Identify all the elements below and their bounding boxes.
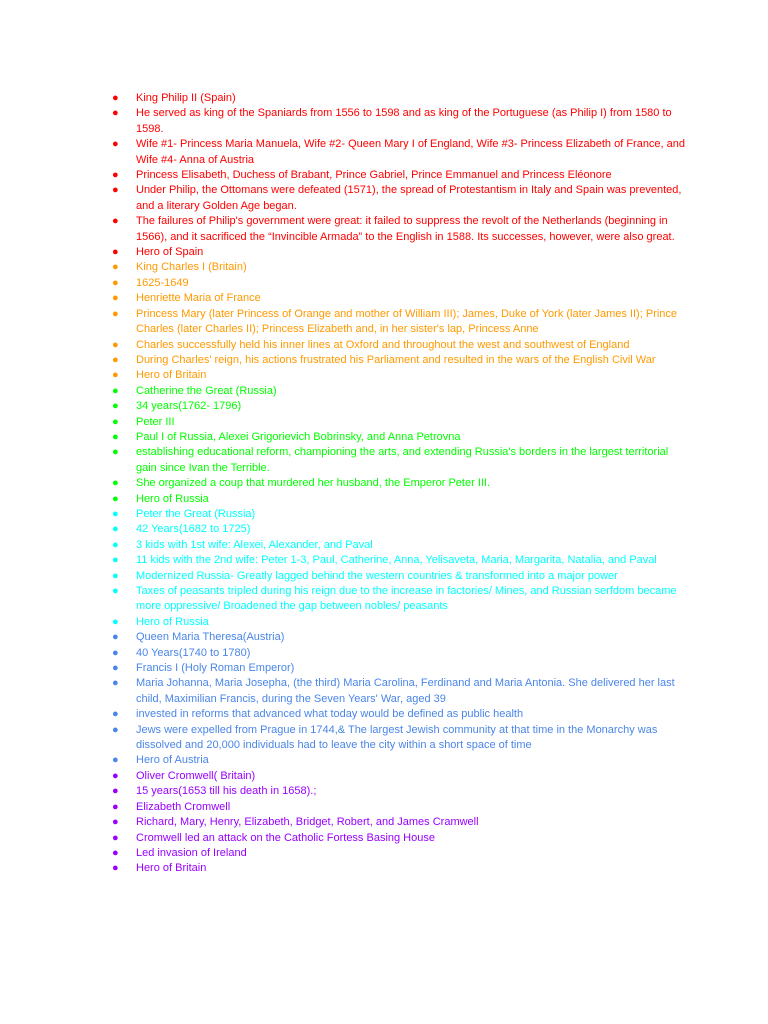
list-item <box>112 553 686 568</box>
list-item <box>112 137 686 168</box>
list-item <box>112 260 686 275</box>
bullet-dot-icon: ● <box>112 138 119 151</box>
list-item <box>112 507 686 522</box>
bullet-dot-icon: ● <box>112 400 119 413</box>
list-item <box>112 815 686 830</box>
list-item-text: Cromwell led an attack on the Catholic Fortess Basing House <box>136 831 435 844</box>
list-item <box>112 492 686 507</box>
bullet-dot-icon: ● <box>112 708 119 721</box>
list-item-text: 3 kids with 1st wife: Alexei, Alexander, and Paval <box>136 538 373 551</box>
bullet-list <box>0 91 686 877</box>
bullet-dot-icon: ● <box>112 384 119 397</box>
list-item-text: 40 Years(1740 to 1780) <box>136 646 251 659</box>
list-item-text: Jews were expelled from Prague in 1744,& The largest Jewish community at that time in the Monarchy was dissolved and 20,000 individuals had to leave the city within a short space of time <box>136 723 658 752</box>
list-item <box>112 584 686 615</box>
list-item <box>112 430 686 445</box>
bullet-dot-icon: ● <box>112 723 119 736</box>
list-item-text: Henriette Maria of France <box>136 292 261 305</box>
list-item-text: Maria Johanna, Maria Josepha, (the third) Maria Carolina, Ferdinand and Maria Antonia. She delivered her last child, Maximilian Francis, during the Seven Years' War, aged 39 <box>136 677 675 705</box>
list-item-text: Oliver Cromwell( Britain) <box>136 769 256 782</box>
list-item-text: Taxes of peasants tripled during his reign due to the increase in factories/ Mines, and Russian serfdom became more oppressive/ Broadened the gap between nobles/ peasants <box>136 585 677 613</box>
bullet-dot-icon: ● <box>112 846 119 859</box>
list-item <box>112 538 686 553</box>
bullet-dot-icon: ● <box>112 800 119 813</box>
bullet-dot-icon: ● <box>112 184 119 197</box>
list-item <box>112 800 686 815</box>
list-item-text: Hero of Spain <box>136 246 204 259</box>
list-item-text: Peter the Great (Russia) <box>136 507 256 520</box>
list-item-text: Princess Mary (later Princess of Orange and mother of William III); James, Duke of York (later James II); Prince Charles (later Charles II); Princess Elizabeth and, in her sister's lap, Princess Anne <box>136 307 678 336</box>
bullet-dot-icon: ● <box>112 215 119 228</box>
bullet-dot-icon: ● <box>112 369 119 382</box>
bullet-dot-icon: ● <box>112 862 119 875</box>
list-item <box>112 769 686 784</box>
bullet-dot-icon: ● <box>112 538 119 551</box>
list-item <box>112 91 686 106</box>
list-item-text: King Charles I (Britain) <box>136 261 247 274</box>
bullet-dot-icon: ● <box>112 662 119 675</box>
list-item-text: She organized a coup that murdered her husband, the Emperor Peter III. <box>136 477 491 490</box>
bullet-dot-icon: ● <box>112 785 119 798</box>
list-item-text: King Philip II (Spain) <box>136 92 236 104</box>
bullet-dot-icon: ● <box>112 816 119 829</box>
bullet-dot-icon: ● <box>112 415 119 428</box>
list-item <box>112 106 686 137</box>
list-item-text: Hero of Britain <box>136 862 207 875</box>
list-item <box>112 846 686 861</box>
bullet-dot-icon: ● <box>112 276 119 289</box>
list-item <box>112 368 686 383</box>
bullet-dot-icon: ● <box>112 169 119 182</box>
list-item <box>112 338 686 353</box>
list-item-text: Wife #1- Princess Maria Manuela, Wife #2- Queen Mary I of England, Wife #3- Princess Elizabeth of France, and Wife #4- Anna of Austria <box>136 138 686 166</box>
list-item-text: Hero of Russia <box>136 615 209 628</box>
bullet-dot-icon: ● <box>112 615 119 628</box>
list-item <box>112 168 686 183</box>
list-item <box>112 522 686 537</box>
bullet-dot-icon: ● <box>112 492 119 505</box>
list-item-text: Led invasion of Ireland <box>136 846 247 859</box>
list-item-text: Princess Elisabeth, Duchess of Brabant, Prince Gabriel, Prince Emmanuel and Princess Eléonore <box>136 169 612 182</box>
list-item <box>112 384 686 399</box>
list-item <box>112 276 686 291</box>
list-item <box>112 630 686 645</box>
list-item-text: 1625-1649 <box>136 276 189 289</box>
list-item-text: Catherine the Great (Russia) <box>136 384 277 397</box>
bullet-dot-icon: ● <box>112 646 119 659</box>
bullet-dot-icon: ● <box>112 554 119 567</box>
list-item <box>112 723 686 754</box>
bullet-dot-icon: ● <box>112 246 119 259</box>
list-item <box>112 353 686 368</box>
bullet-dot-icon: ● <box>112 569 119 582</box>
bullet-dot-icon: ● <box>112 446 119 459</box>
list-item-text: 15 years(1653 till his death in 1658).; <box>136 785 317 798</box>
list-item-text: 34 years(1762- 1796) <box>136 400 242 413</box>
list-item <box>112 214 686 245</box>
bullet-dot-icon: ● <box>112 338 119 351</box>
bullet-dot-icon: ● <box>112 507 119 520</box>
list-item <box>112 399 686 414</box>
bullet-dot-icon: ● <box>112 677 119 690</box>
bullet-dot-icon: ● <box>112 585 119 597</box>
list-item <box>112 676 686 707</box>
list-item <box>112 445 686 476</box>
list-item-text: During Charles' reign, his actions frustrated his Parliament and resulted in the wars of the English Civil War <box>136 353 656 366</box>
list-item-text: Queen Maria Theresa(Austria) <box>136 631 285 644</box>
bullet-dot-icon: ● <box>112 769 119 782</box>
bullet-dot-icon: ● <box>112 523 119 536</box>
list-item-text: Under Philip, the Ottomans were defeated (1571), the spread of Protestantism in Italy and Spain was prevented, and a literary Golden Age began. <box>136 184 682 212</box>
list-item-text: Richard, Mary, Henry, Elizabeth, Bridget, Robert, and James Cramwell <box>136 816 479 829</box>
list-item-text: Modernized Russia- Greatly lagged behind the western countries & transformed into a major power <box>136 569 618 582</box>
list-item <box>112 615 686 630</box>
list-item-text: Paul I of Russia, Alexei Grigorievich Bobrinsky, and Anna Petrovna <box>136 430 461 443</box>
bullet-dot-icon: ● <box>112 92 119 104</box>
bullet-dot-icon: ● <box>112 754 119 767</box>
list-item-text: Elizabeth Cromwell <box>136 800 231 813</box>
list-item <box>112 831 686 846</box>
list-item-text: Hero of Austria <box>136 754 209 767</box>
list-item <box>112 861 686 876</box>
list-item-text: 42 Years(1682 to 1725) <box>136 523 251 536</box>
list-item-text: Charles successfully held his inner lines at Oxford and throughout the west and southwest of England <box>136 338 630 351</box>
bullet-dot-icon: ● <box>112 831 119 844</box>
list-item-text: He served as king of the Spaniards from 1556 to 1598 and as king of the Portuguese (as Philip I) from 1580 to 1598. <box>136 107 672 135</box>
list-item-text: invested in reforms that advanced what today would be defined as public health <box>136 708 524 721</box>
list-item <box>112 784 686 799</box>
list-item <box>112 291 686 306</box>
bullet-dot-icon: ● <box>112 307 119 320</box>
list-item-text: 11 kids with the 2nd wife: Peter 1-3, Paul, Catherine, Anna, Yelisaveta, Maria, Margarita, Natalia, and Paval <box>136 554 657 567</box>
list-item <box>112 569 686 584</box>
list-item <box>112 307 686 338</box>
bullet-dot-icon: ● <box>112 477 119 490</box>
list-item <box>112 415 686 430</box>
bullet-dot-icon: ● <box>112 430 119 443</box>
list-item <box>112 245 686 260</box>
list-item-text: Hero of Russia <box>136 492 209 505</box>
list-item <box>112 753 686 768</box>
list-item-text: Peter III <box>136 415 175 428</box>
list-item <box>112 476 686 491</box>
list-item-text: Hero of Britain <box>136 369 207 382</box>
bullet-dot-icon: ● <box>112 292 119 305</box>
list-item <box>112 646 686 661</box>
list-item <box>112 183 686 214</box>
bullet-dot-icon: ● <box>112 107 119 120</box>
bullet-dot-icon: ● <box>112 353 119 366</box>
bullet-dot-icon: ● <box>112 631 119 644</box>
list-item <box>112 661 686 676</box>
bullet-dot-icon: ● <box>112 261 119 274</box>
list-item-text: establishing educational reform, championing the arts, and extending Russia's borders in the largest territorial gain since Ivan the Terrible. <box>136 446 669 474</box>
list-item <box>112 707 686 722</box>
list-item-text: Francis I (Holy Roman Emperor) <box>136 662 295 675</box>
document-page <box>0 91 768 877</box>
list-item-text: The failures of Philip's government were great: it failed to suppress the revolt of the Netherlands (beginning in 1566), and it sacrificed the “Invincible Armada” to the English in 1588. Its successes, however, were also great. <box>136 215 675 243</box>
